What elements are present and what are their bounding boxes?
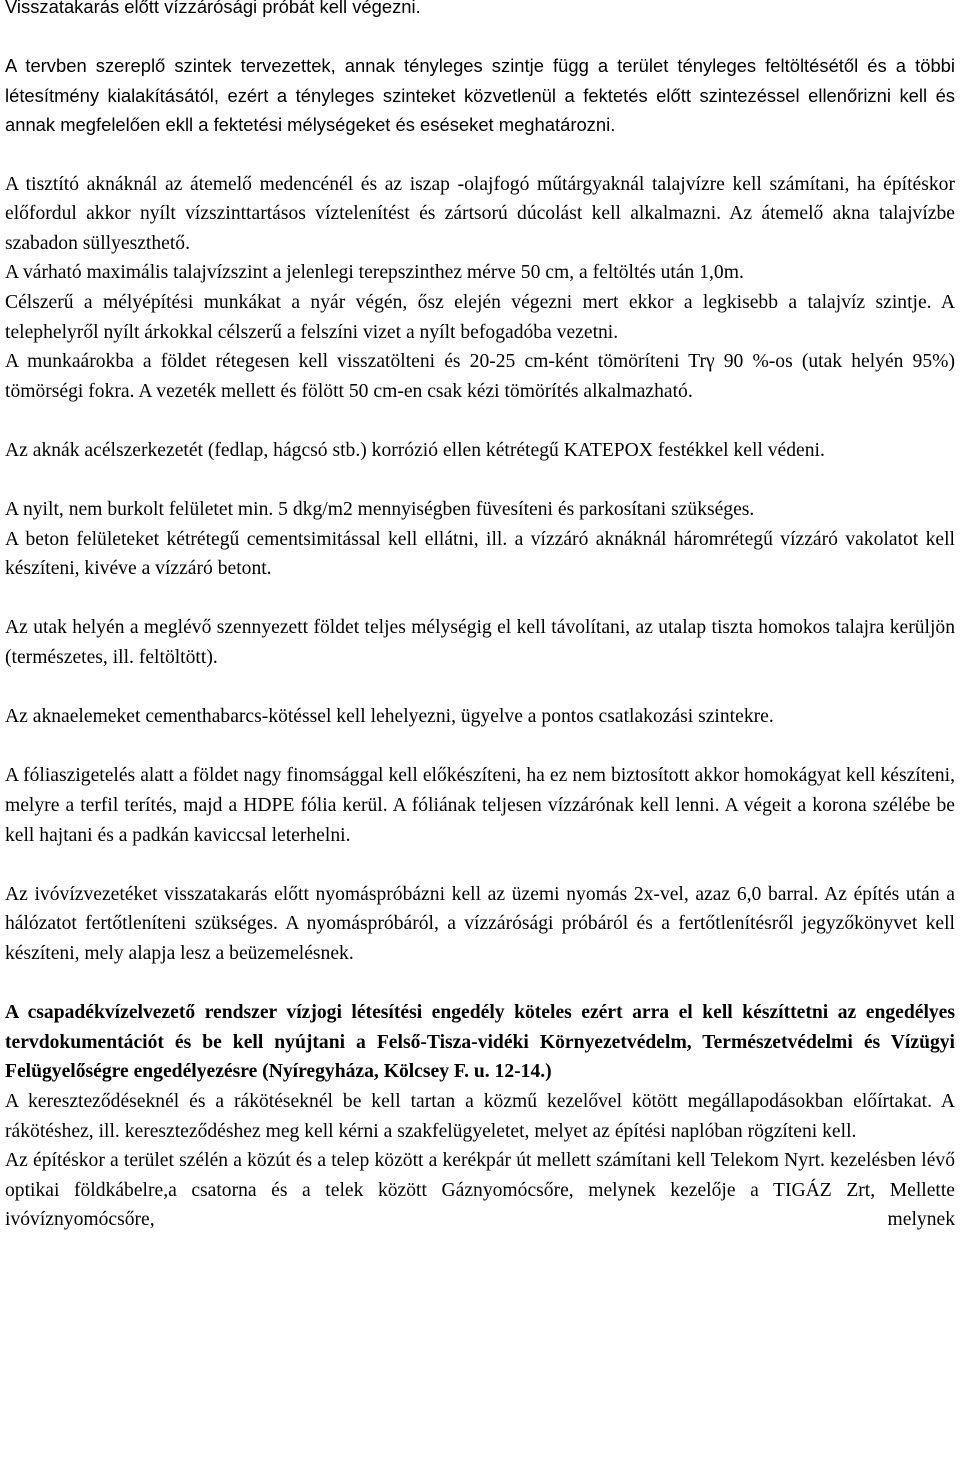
- paragraph-gap: [5, 850, 955, 880]
- paragraph-utilities: Az építéskor a terület szélén a közút és a telep között a kerékpár út mellett számítani kell Telekom Nyrt. kezelésben lévő optikai földkábelre,a csatorna és a telek között Gáznyomócsőre, melynek kezelője a TIGÁZ Zrt, Mellette ivóvíznyomócsőre, melynek: [5, 1150, 955, 1231]
- paragraph-season: Célszerű a mélyépítési munkákat a nyár végén, ősz elején végezni mert ekkor a legkisebb a talajvíz szintje. A telephelyről nyílt árkokkal célszerű a felszíni vizet a nyílt befogadóba vezetni.: [5, 291, 955, 343]
- paragraph-foil-insulation: A fóliaszigetelés alatt a földet nagy finomsággal kell előkészíteni, ha ez nem biztosított akkor homokágyat kell készíteni, melyre a terfil terítés, majd a HDPE fólia kerül. A fóliának teljesen vízzárónak kell lenni. A végeit a korona szélébe be kell hajtani és a padkán kaviccsal leterhelni.: [5, 765, 955, 846]
- paragraph-levels-note: A tervben szereplő szintek tervezettek, annak tényleges szintje függ a terület tényleges feltöltésétől és a többi létesítmény kialakításától, ezért a tényleges szinteket közvetlenül a fektetés előtt szintezéssel ellenőrizni kell és annak megfelelően ekll a fektetési mélységeket és eséseket meghatározni.: [5, 55, 955, 136]
- paragraph-gap: [5, 140, 955, 170]
- paragraph-gap: [5, 969, 955, 999]
- paragraph-road-soil: Az utak helyén a meglévő szennyezett földet teljes mélységig el kell távolítani, az utalap tiszta homokos talajra kerüljön (természetes, ill. feltöltött).: [5, 617, 955, 669]
- paragraph-crossings: A kereszteződéseknél és a rákötéseknél be kell tartan a közmű kezelővel kötött megállapodásokban előírtakat. A rákötéshez, ill. kereszteződéshez meg kell kérni a szakfelügyeletet, melyet az építési naplóban rögzíteni kell.: [5, 1090, 955, 1142]
- paragraph-concrete-surfaces: A beton felületeket kétrétegű cementsimitással kell ellátni, ill. a vízzáró aknáknál háromrétegű vízzáró vakolatot kell készíteni, kivéve a vízzáró betont.: [5, 528, 955, 580]
- paragraph-max-groundwater: A várható maximális talajvízszint a jelenlegi terepszinthez mérve 50 cm, a feltöltés után 1,0m.: [5, 262, 744, 284]
- paragraph-steel-protection: Az aknák acélszerkezetét (fedlap, hágcsó stb.) korrózió ellen kétrétegű KATEPOX festékkel kell védeni.: [5, 439, 825, 461]
- paragraph-gap: [5, 673, 955, 703]
- paragraph-gap: [5, 584, 955, 614]
- paragraph-gap: [5, 22, 955, 52]
- paragraph-compaction: A munkaárokba a földet rétegesen kell visszatölteni és 20-25 cm-ként tömöríteni Trγ 90 %-os (utak helyén 95%) tömörségi fokra. A vezeték mellett és fölött 50 cm-en csak kézi tömörítés alkalmazható.: [5, 351, 955, 402]
- paragraph-backfill-test: Visszatakarás előtt vízzárósági próbát kell végezni.: [5, 0, 421, 17]
- document-page: [5, 0, 955, 1235]
- paragraph-water-pipe-test: Az ivóvízvezetéket visszatakarás előtt nyomáspróbázni kell az üzemi nyomás 2x-vel, azaz 6,0 barral. Az építés után a hálózatot fertőtleníteni szükséges. A nyomáspróbáról, a vízzárósági próbáról és a fertőtlenítésről jegyzőkönyvet kell készíteni, mely alapja lesz a beüzemelésnek.: [5, 883, 955, 964]
- paragraph-manhole-elements: Az aknaelemeket cementhabarcs-kötéssel kell lehelyezni, ügyelve a pontos csatlakozási szintekre.: [5, 706, 774, 728]
- paragraph-gap: [5, 466, 955, 496]
- paragraph-gap: [5, 406, 955, 436]
- paragraph-groundwater: A tisztító aknáknál az átemelő medencénél és az iszap -olajfogó műtárgyaknál talajvízre kell számítani, ha építéskor előfordul akkor nyílt vízszinttartásos víztelenítést és zártsorú dúcolást kell alkalmazni. Az átemelő akna talajvízbe szabadon süllyeszthető.: [5, 173, 955, 254]
- paragraph-permit-notice: A csapadékvízelvezető rendszer vízjogi létesítési engedély köteles ezért arra el kell készíttetni az engedélyes tervdokumentációt és be kell nyújtani a Felső-Tisza-vidéki Környezetvédelm, Természetvédelmi és Vízügyi Felügyelőségre engedélyezésre (Nyíregyháza, Kölcsey F. u. 12-14.): [5, 1002, 955, 1083]
- paragraph-grassing: A nyilt, nem burkolt felületet min. 5 dkg/m2 mennyiségben füvesíteni és parkosítani szükséges.: [5, 499, 755, 521]
- paragraph-gap: [5, 732, 955, 762]
